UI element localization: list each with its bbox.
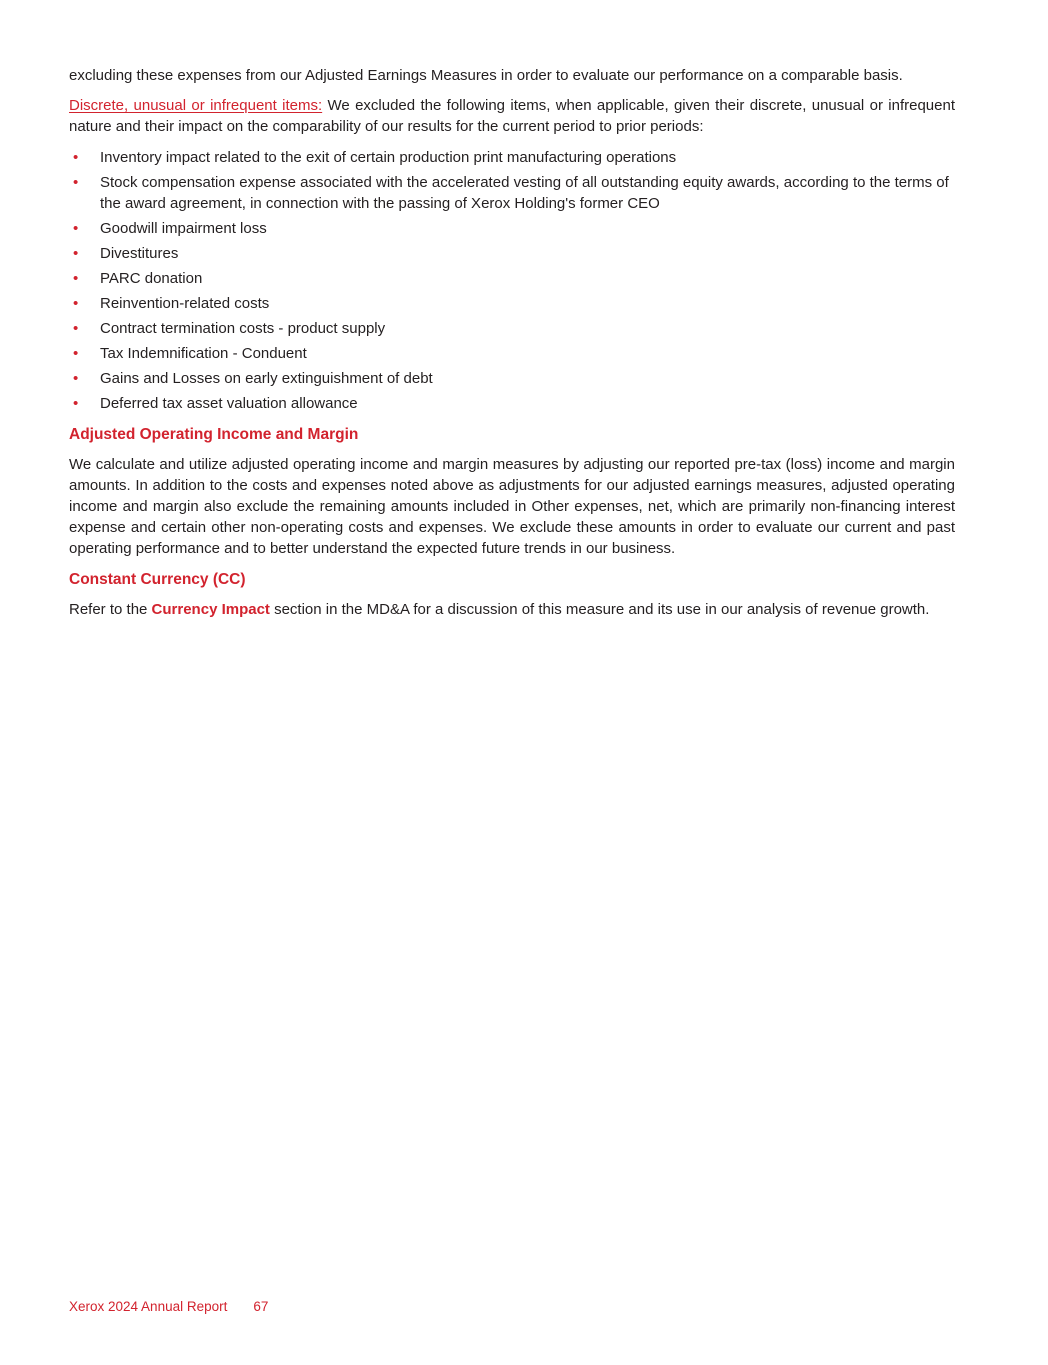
section-heading-constant-currency: Constant Currency (CC) (69, 571, 246, 588)
constant-currency-text-before: Refer to the (69, 601, 152, 618)
list-item: • Gains and Losses on early extinguishment of debt (69, 368, 955, 389)
constant-currency-text-after: section in the MD&A for a discussion of this measure and its use in our analysis of revenue growth. (269, 601, 930, 618)
list-item: • Reinvention-related costs (69, 293, 955, 314)
list-item: • Inventory impact related to the exit of certain production print manufacturing operations (69, 147, 955, 168)
list-item: • Divestitures (69, 243, 955, 264)
list-item: • Contract termination costs - product supply (69, 318, 955, 339)
discrete-items-lead-link[interactable]: Discrete, unusual or infrequent items: (69, 97, 323, 114)
paragraph-adjusted-operating-income: We calculate and utilize adjusted operating income and margin measures by adjusting our reported pre-tax (loss) income and margin amounts. In addition to the costs and expenses noted above as adjustments for our adjusted earnings measures, adjusted operating income and margin also exclude the remaining amounts included in Other expenses, net, which are primarily non-financing interest expense and certain other non-operating costs and expenses. We exclude these amounts in order to evaluate our current and past operating performance and to better understand the expected future trends in our business. (69, 456, 955, 557)
discrete-items-text: We excluded the following items, when applicable, given their discrete, unusual or infrequent nature and their impact on the comparability of our results for the current period to prior periods: (69, 97, 956, 135)
footer-report-title: Xerox 2024 Annual Report (69, 1299, 228, 1314)
page-footer (69, 1297, 268, 1316)
list-item: • Goodwill impairment loss (69, 218, 955, 239)
section-heading-adjusted-operating-income: Adjusted Operating Income and Margin (69, 426, 359, 443)
footer-page-number: 67 (253, 1299, 269, 1314)
list-item: • Stock compensation expense associated with the accelerated vesting of all outstanding equity awards, according to the terms of the award agreement, in connection with the passing of Xerox Holding's former CEO (69, 172, 955, 214)
paragraph-discrete-items (69, 95, 955, 137)
list-item: • Tax Indemnification - Conduent (69, 343, 955, 364)
currency-impact-link[interactable]: Currency Impact (151, 601, 270, 618)
paragraph-constant-currency (69, 599, 955, 620)
list-item: • Deferred tax asset valuation allowance (69, 393, 955, 414)
paragraph-intro: excluding these expenses from our Adjusted Earnings Measures in order to evaluate our performance on a comparable basis. (69, 67, 903, 84)
page-content (69, 65, 955, 629)
list-item: • PARC donation (69, 268, 955, 289)
discrete-items-list (69, 147, 955, 414)
